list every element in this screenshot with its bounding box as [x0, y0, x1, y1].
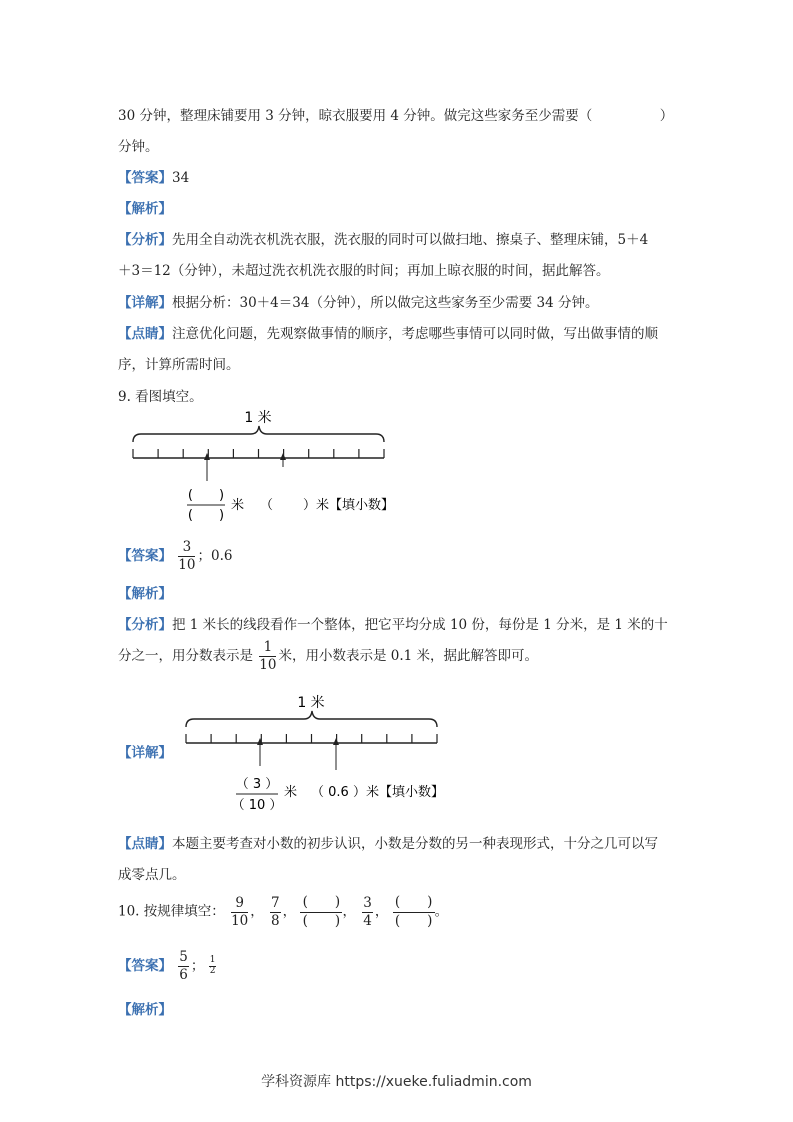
frac-num: 7 — [271, 894, 280, 911]
fraction-blank-1 — [300, 895, 342, 929]
fenxi-fraction — [259, 640, 276, 673]
detail-frac-den: （ 10 ） — [231, 798, 283, 813]
frac-num: 3 — [178, 540, 195, 557]
frac-unit: 米 — [231, 498, 245, 513]
q9-dianjing-line2: 成零点几。 — [118, 867, 186, 883]
q10-title-line — [118, 895, 448, 929]
ruler-ticks — [133, 449, 384, 458]
frac-den: ( ) — [302, 912, 341, 929]
q8-text-line1: 30 分钟，整理床铺要用 3 分钟，晾衣服要用 4 分钟。做完这些家务至少需要（ ） — [118, 108, 674, 124]
end-mark: 。 — [434, 903, 449, 920]
separator: ， — [342, 903, 356, 920]
dianjing-tag: 【点睛】 — [118, 326, 172, 342]
separator: ， — [250, 903, 264, 920]
dianjing-text: 本题主要考查对小数的初步认识，小数是分数的另一种表现形式，十分之几可以写 — [172, 836, 658, 852]
q9-answer — [118, 540, 232, 573]
frac-num: ( ) — [300, 895, 342, 913]
q8-answer — [118, 166, 189, 186]
q8-fenxi-line1 — [118, 228, 648, 248]
fenxi-text: 米，用小数表示是 0.1 米，据此解答即可。 — [278, 647, 539, 664]
q9-fenxi-line1 — [118, 613, 668, 633]
answer-decimal: ；0.6 — [197, 547, 233, 564]
q9-dianjing-line1 — [118, 832, 658, 852]
arrowhead-left-icon — [257, 738, 263, 745]
q9-number-line-diagram — [125, 405, 415, 523]
detail-frac-num: （ 3 ） — [235, 777, 279, 792]
ruler-ticks — [186, 734, 437, 743]
fenxi-tag: 【分析】 — [118, 617, 172, 633]
fraction-7-8 — [270, 896, 281, 929]
frac-num: 5 — [179, 949, 188, 965]
answer-fraction — [178, 540, 195, 573]
frac-den: ( ) — [394, 912, 433, 929]
frac-num: 9 — [231, 896, 248, 913]
frac-num: 3 — [363, 894, 372, 911]
answer-tag: 【答案】 — [118, 170, 172, 186]
fenxi-text: 分之一，用分数表示是 — [118, 647, 253, 664]
q9-title: 9. 看图填空。 — [118, 389, 203, 405]
q8-fenxi-line2: ＋3＝12（分钟），未超过洗衣机洗衣服的时间；再加上晾衣服的时间，据此解答。 — [118, 263, 610, 279]
separator: ， — [374, 903, 389, 920]
frac-den: 2 — [209, 965, 216, 976]
answer-fraction-1-2 — [209, 956, 217, 976]
page-footer: 学科资源库 https://xueke.fuliadmin.com — [261, 1074, 532, 1090]
answer-fraction-5-6 — [178, 950, 189, 983]
brace-icon — [186, 711, 437, 727]
fraction-3-4 — [362, 896, 373, 929]
separator: ； — [190, 957, 205, 974]
analysis-tag: 【解析】 — [118, 586, 172, 602]
separator: ， — [282, 903, 297, 920]
decimal-blank-open: （ — [260, 498, 274, 513]
q10-answer — [118, 950, 216, 983]
frac-unit: 米 — [284, 785, 298, 800]
diagram-label: 1 米 — [297, 695, 325, 711]
detail-decimal: （ 0.6 ）米【填小数】 — [311, 785, 444, 800]
frac-den: 10 — [231, 912, 249, 929]
fraction-blank-2 — [393, 895, 435, 929]
q8-dianjing-line2: 序，计算所需时间。 — [118, 357, 240, 373]
frac-blank-den: ( ) — [187, 508, 225, 523]
decimal-blank-close: ）米【填小数】 — [303, 498, 395, 513]
brace-icon — [133, 426, 384, 442]
dianjing-text: 注意优化问题，先观察做事情的顺序，考虑哪些事情可以同时做，写出做事情的顺 — [172, 326, 658, 342]
frac-den: 6 — [179, 966, 188, 983]
frac-num: 1 — [259, 640, 276, 657]
frac-blank-num: ( ) — [187, 488, 225, 503]
fraction-9-10 — [231, 896, 248, 929]
q8-xiangjie — [118, 291, 598, 311]
xiangjie-text: 根据分析：30＋4＝34（分钟），所以做完这些家务至少需要 34 分钟。 — [172, 295, 599, 311]
q8-dianjing-line1 — [118, 322, 658, 342]
fenxi-text: 把 1 米长的线段看作一个整体，把它平均分成 10 份，每份是 1 分米，是 1 米的十 — [172, 617, 668, 633]
arrowhead-right-icon — [280, 453, 286, 460]
frac-den: 10 — [259, 656, 277, 673]
q9-xiangjie — [118, 741, 172, 761]
diagram-label: 1 米 — [244, 410, 272, 426]
frac-den: 4 — [363, 912, 372, 929]
answer-value: 34 — [172, 170, 190, 186]
xiangjie-tag: 【详解】 — [118, 295, 172, 311]
xiangjie-tag: 【详解】 — [118, 745, 172, 761]
answer-tag: 【答案】 — [118, 547, 172, 564]
frac-num: ( ) — [393, 895, 435, 913]
frac-den: 10 — [178, 556, 196, 573]
q9-detail-diagram — [178, 690, 468, 815]
frac-den: 8 — [271, 912, 280, 929]
fenxi-tag: 【分析】 — [118, 232, 172, 248]
q10-title: 10. 按规律填空： — [118, 903, 225, 920]
fenxi-text: 先用全自动洗衣机洗衣服，洗衣服的同时可以做扫地、擦桌子、整理床铺，5＋4 — [172, 232, 649, 248]
analysis-tag: 【解析】 — [118, 1002, 172, 1018]
frac-num: 1 — [209, 955, 216, 966]
q8-text-line2: 分钟。 — [118, 139, 159, 155]
q9-fenxi-line2 — [118, 640, 538, 673]
answer-tag: 【答案】 — [118, 957, 172, 974]
arrowhead-right-icon — [333, 738, 339, 745]
dianjing-tag: 【点睛】 — [118, 836, 172, 852]
arrowhead-left-icon — [204, 453, 210, 460]
analysis-tag: 【解析】 — [118, 201, 172, 217]
